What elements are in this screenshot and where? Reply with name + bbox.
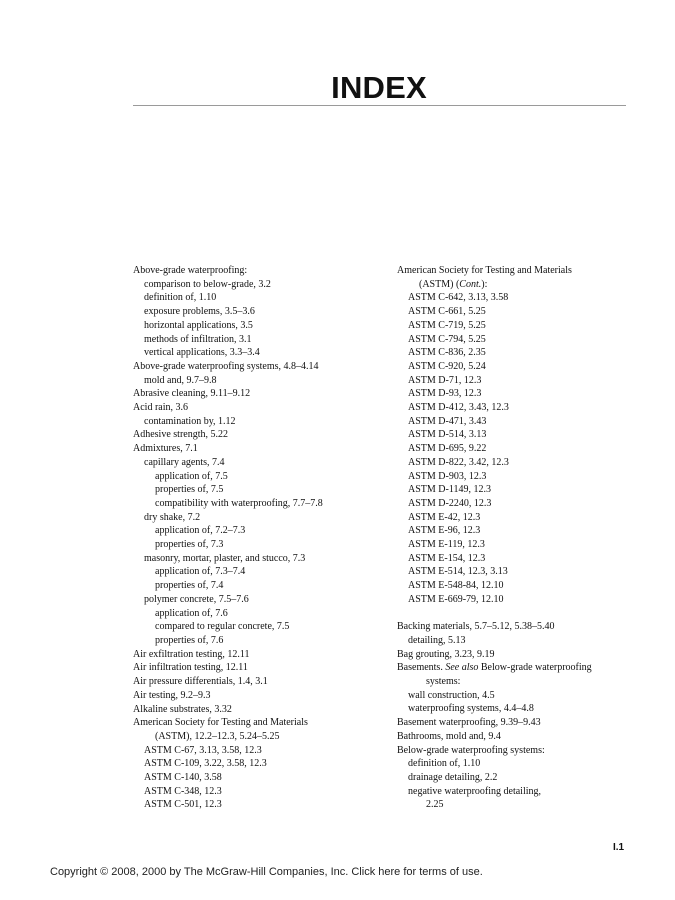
index-entry: Above-grade waterproofing systems, 4.8–4.14 [133, 360, 319, 372]
index-subentry: properties of, 7.5 [155, 484, 224, 496]
index-entry: Acid rain, 3.6 [133, 402, 188, 414]
index-subentry: polymer concrete, 7.5–7.6 [144, 593, 249, 605]
index-entry: Basement waterproofing, 9.39–9.43 [397, 717, 541, 729]
index-subentry: properties of, 7.6 [155, 634, 224, 646]
index-entry: Below-grade waterproofing systems: [397, 744, 545, 756]
index-subentry: 2.25 [426, 799, 444, 811]
index-subentry: ASTM C-109, 3.22, 3.58, 12.3 [144, 758, 267, 770]
index-subentry: definition of, 1.10 [408, 758, 481, 770]
index-subentry: application of, 7.5 [155, 470, 228, 482]
index-entry: Admixtures, 7.1 [133, 443, 198, 455]
index-subentry: ASTM D-1149, 12.3 [408, 484, 491, 496]
index-subentry: properties of, 7.4 [155, 580, 224, 592]
index-subentry: systems: [426, 676, 461, 688]
index-subentry: ASTM D-695, 9.22 [408, 443, 487, 455]
index-entry: American Society for Testing and Materials [397, 265, 572, 276]
index-subentry: ASTM E-514, 12.3, 3.13 [408, 566, 508, 578]
index-subentry: ASTM C-140, 3.58 [144, 772, 222, 784]
index-subentry: ASTM D-822, 3.42, 12.3 [408, 456, 509, 468]
index-subentry: contamination by, 1.12 [144, 415, 236, 427]
index-entry: Abrasive cleaning, 9.11–9.12 [133, 388, 251, 400]
index-subentry: negative waterproofing detailing, [408, 785, 542, 797]
index-entry: Above-grade waterproofing: [133, 265, 248, 276]
index-subentry: ASTM C-920, 5.24 [408, 360, 486, 372]
index-entry: American Society for Testing and Materials [133, 717, 308, 729]
index-subentry: application of, 7.2–7.3 [155, 525, 246, 537]
index-subentry: ASTM C-67, 3.13, 3.58, 12.3 [144, 744, 262, 756]
index-subentry: wall construction, 4.5 [408, 689, 495, 701]
index-column-left [133, 264, 383, 812]
index-subentry: ASTM E-96, 12.3 [408, 525, 481, 537]
index-subentry: ASTM E-42, 12.3 [408, 511, 481, 523]
index-subentry: ASTM C-661, 5.25 [408, 306, 486, 318]
index-subentry: masonry, mortar, plaster, and stucco, 7.3 [144, 552, 306, 564]
index-subentry: waterproofing systems, 4.4–4.8 [408, 703, 534, 715]
page-number: I.1 [613, 842, 625, 853]
page-title: INDEX [331, 70, 427, 105]
index-subentry: ASTM D-71, 12.3 [408, 374, 482, 386]
title-rule [133, 105, 626, 106]
index-subentry: ASTM E-669-79, 12.10 [408, 593, 504, 605]
index-subentry: compatibility with waterproofing, 7.7–7.8 [155, 497, 323, 509]
index-subentry: ASTM D-471, 3.43 [408, 415, 487, 427]
index-subentry: ASTM D-514, 3.13 [408, 429, 487, 441]
index-subentry: vertical applications, 3.3–3.4 [144, 347, 260, 359]
index-subentry: ASTM E-548-84, 12.10 [408, 580, 504, 592]
index-column-right [397, 264, 632, 812]
index-subentry: ASTM D-412, 3.43, 12.3 [408, 402, 509, 414]
index-subentry: ASTM E-119, 12.3 [408, 539, 485, 551]
index-subentry: ASTM D-93, 12.3 [408, 388, 482, 400]
index-subentry: mold and, 9.7–9.8 [144, 374, 217, 386]
index-subentry: comparison to below-grade, 3.2 [144, 278, 271, 290]
index-entry: Air infiltration testing, 12.11 [133, 662, 248, 674]
index-entry: Bag grouting, 3.23, 9.19 [397, 648, 495, 660]
index-subentry: ASTM E-154, 12.3 [408, 552, 486, 564]
index-entry: Backing materials, 5.7–5.12, 5.38–5.40 [397, 621, 555, 633]
copyright-notice[interactable]: Copyright © 2008, 2000 by The McGraw-Hill Companies, Inc. Click here for terms of use. [50, 866, 483, 878]
index-subentry: detailing, 5.13 [408, 634, 466, 646]
index-subentry: ASTM C-501, 12.3 [144, 799, 222, 811]
index-section-gap [397, 607, 632, 621]
index-entry: Basements. See also Below-grade waterproofing [397, 662, 592, 674]
index-subentry: ASTM C-836, 2.35 [408, 347, 486, 359]
index-subentry: definition of, 1.10 [144, 292, 217, 304]
index-subentry: ASTM D-2240, 12.3 [408, 497, 492, 509]
index-subentry: properties of, 7.3 [155, 539, 224, 551]
index-subentry: ASTM C-719, 5.25 [408, 319, 486, 331]
index-subentry: horizontal applications, 3.5 [144, 319, 253, 331]
index-subentry: application of, 7.6 [155, 607, 228, 619]
index-subentry: methods of infiltration, 3.1 [144, 333, 252, 345]
index-subentry: exposure problems, 3.5–3.6 [144, 306, 255, 318]
index-entry: Air exfiltration testing, 12.11 [133, 648, 250, 660]
index-entry: Air testing, 9.2–9.3 [133, 689, 211, 701]
index-subentry: capillary agents, 7.4 [144, 456, 225, 468]
index-subentry: drainage detailing, 2.2 [408, 772, 498, 783]
index-subentry: (ASTM) (Cont.): [419, 278, 488, 290]
index-subentry: compared to regular concrete, 7.5 [155, 621, 290, 633]
index-subentry: dry shake, 7.2 [144, 511, 201, 523]
index-subentry: ASTM C-642, 3.13, 3.58 [408, 292, 509, 304]
index-subentry: application of, 7.3–7.4 [155, 566, 246, 578]
index-subentry: ASTM C-348, 12.3 [144, 785, 222, 797]
index-entry: Bathrooms, mold and, 9.4 [397, 730, 501, 742]
index-entry: Air pressure differentials, 1.4, 3.1 [133, 676, 268, 688]
index-subentry: ASTM C-794, 5.25 [408, 333, 486, 345]
index-entry: Alkaline substrates, 3.32 [133, 703, 232, 715]
index-entry: Adhesive strength, 5.22 [133, 429, 228, 441]
index-subentry: ASTM D-903, 12.3 [408, 470, 487, 482]
index-subentry: (ASTM), 12.2–12.3, 5.24–5.25 [155, 730, 280, 742]
